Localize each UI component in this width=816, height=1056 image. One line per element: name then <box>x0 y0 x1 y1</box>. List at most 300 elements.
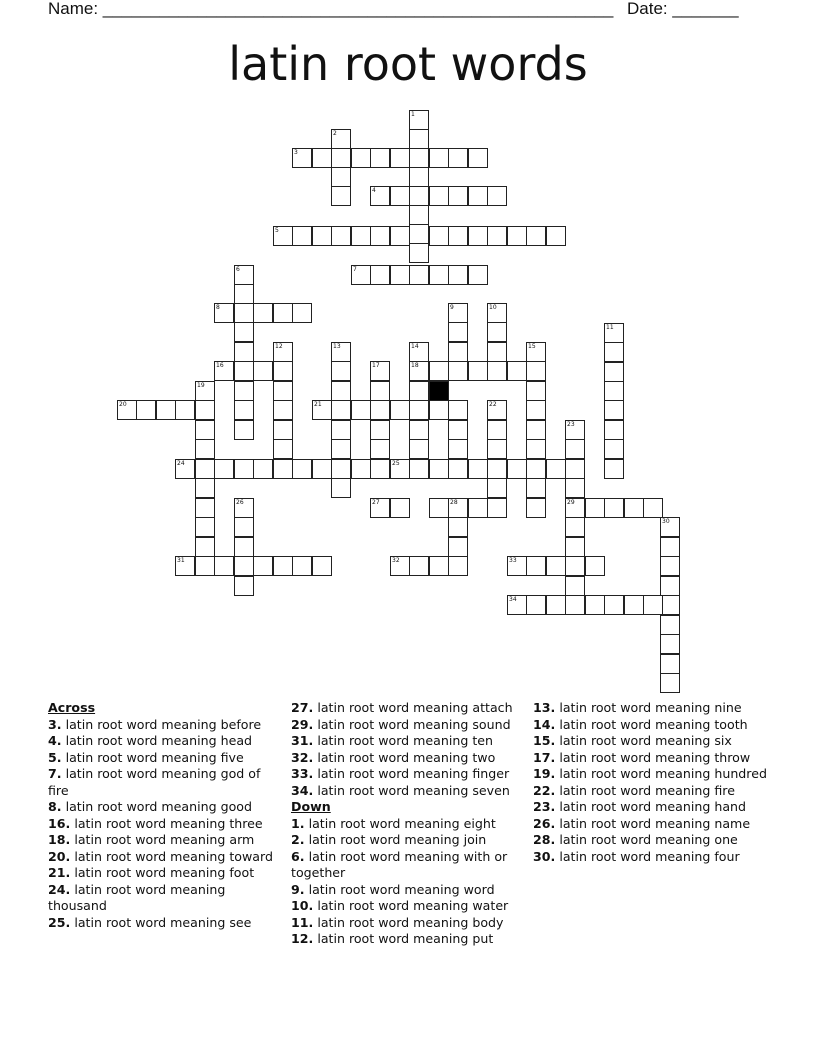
grid-cell[interactable] <box>253 361 273 381</box>
clue-number: 13 <box>333 343 341 350</box>
clue-item <box>291 717 526 734</box>
grid-cell[interactable] <box>195 556 215 576</box>
black-cell <box>429 381 449 401</box>
grid-cell[interactable] <box>331 478 351 498</box>
grid-cell[interactable] <box>234 517 254 537</box>
clue-item <box>48 766 278 799</box>
down-clue-list <box>291 816 526 948</box>
clue-item-number: 20. <box>48 848 71 864</box>
grid-cell[interactable] <box>448 517 468 537</box>
grid-cell[interactable] <box>175 400 195 420</box>
grid-cell[interactable] <box>234 576 254 596</box>
grid-cell[interactable] <box>429 498 449 518</box>
clue-number: 12 <box>275 343 283 350</box>
grid-cell[interactable] <box>370 148 390 168</box>
grid-cell[interactable] <box>273 439 293 459</box>
grid-cell[interactable] <box>565 517 585 537</box>
clue-number: 15 <box>528 343 536 350</box>
clue-item-number: 26. <box>533 815 556 831</box>
clue-item <box>48 882 278 915</box>
grid-cell[interactable] <box>660 654 680 674</box>
grid-cell[interactable] <box>660 576 680 596</box>
clue-item-number: 6. <box>291 848 305 864</box>
clue-number: 25 <box>392 460 400 467</box>
grid-cell[interactable] <box>273 303 293 323</box>
clue-item <box>291 898 526 915</box>
grid-cell[interactable] <box>370 439 390 459</box>
grid-cell[interactable] <box>604 342 624 362</box>
grid-cell[interactable] <box>604 400 624 420</box>
grid-cell[interactable] <box>660 556 680 576</box>
grid-cell[interactable] <box>507 459 527 479</box>
grid-cell[interactable] <box>351 459 371 479</box>
clue-item-number: 2. <box>291 832 305 847</box>
clue-number: 6 <box>236 266 240 273</box>
grid-cell[interactable] <box>660 673 680 693</box>
clue-item-text: latin root word meaning word <box>304 881 495 897</box>
grid-cell[interactable] <box>487 420 507 440</box>
name-field[interactable]: Name: ______________________________________________________ <box>48 0 614 18</box>
grid-cell[interactable] <box>487 478 507 498</box>
grid-cell[interactable] <box>526 459 546 479</box>
grid-cell[interactable] <box>370 420 390 440</box>
grid-cell[interactable] <box>409 167 429 187</box>
clue-item-number: 25. <box>48 914 71 930</box>
grid-cell[interactable] <box>331 459 351 479</box>
clue-item-number: 28. <box>533 832 556 847</box>
clue-item <box>533 832 768 849</box>
grid-cell[interactable] <box>429 459 449 479</box>
grid-cell[interactable] <box>526 226 546 246</box>
down-clue-list-continued <box>533 700 768 865</box>
clue-number: 14 <box>411 343 419 350</box>
grid-cell[interactable] <box>331 381 351 401</box>
grid-cell[interactable] <box>487 459 507 479</box>
grid-cell[interactable] <box>292 459 312 479</box>
grid-cell[interactable] <box>448 342 468 362</box>
clue-item-text: latin root word meaning four <box>555 848 740 864</box>
grid-cell[interactable] <box>331 167 351 187</box>
clue-item-text: latin root word meaning eight <box>304 815 496 831</box>
grid-cell[interactable] <box>156 400 176 420</box>
clue-item-text: latin root word meaning throw <box>555 749 751 765</box>
clue-item-number: 34. <box>291 782 314 798</box>
grid-cell[interactable] <box>409 556 429 576</box>
clue-number: 4 <box>372 187 376 194</box>
clue-item-number: 1. <box>291 815 305 831</box>
grid-cell[interactable] <box>604 498 624 518</box>
grid-cell[interactable] <box>351 148 371 168</box>
grid-cell[interactable] <box>448 148 468 168</box>
grid-cell[interactable] <box>234 556 254 576</box>
grid-cell[interactable] <box>234 420 254 440</box>
clue-number: 3 <box>294 149 298 156</box>
grid-cell[interactable] <box>448 186 468 206</box>
clue-item <box>48 816 278 833</box>
clue-item <box>291 816 526 833</box>
grid-cell[interactable] <box>370 400 390 420</box>
grid-cell[interactable] <box>660 615 680 635</box>
clue-item-text: latin root word meaning six <box>555 733 732 748</box>
grid-cell[interactable] <box>487 498 507 518</box>
grid-cell[interactable] <box>660 634 680 654</box>
clue-item-number: 32. <box>291 749 314 765</box>
clue-number: 31 <box>177 557 185 564</box>
clue-item-text: latin root word meaning one <box>555 832 738 847</box>
grid-cell[interactable] <box>565 576 585 596</box>
clue-item-text: latin root word meaning head <box>61 733 253 748</box>
clue-item-number: 16. <box>48 815 71 831</box>
clue-number: 24 <box>177 460 185 467</box>
grid-cell[interactable] <box>643 498 663 518</box>
grid-cell[interactable] <box>487 186 507 206</box>
grid-cell[interactable] <box>195 459 215 479</box>
clue-item <box>533 849 768 866</box>
grid-cell[interactable] <box>604 459 624 479</box>
clue-item-text: latin root word meaning foot <box>70 865 255 880</box>
grid-cell[interactable] <box>429 400 449 420</box>
grid-cell[interactable] <box>546 459 566 479</box>
clue-item <box>48 849 278 866</box>
grid-cell[interactable] <box>331 186 351 206</box>
grid-cell[interactable] <box>351 226 371 246</box>
grid-cell[interactable] <box>234 537 254 557</box>
grid-cell[interactable] <box>429 186 449 206</box>
grid-cell[interactable] <box>526 595 546 615</box>
clue-item-number: 11. <box>291 914 314 930</box>
grid-cell[interactable] <box>409 243 429 263</box>
grid-cell[interactable] <box>565 595 585 615</box>
grid-cell[interactable] <box>546 595 566 615</box>
grid-cell[interactable] <box>409 205 429 225</box>
grid-cell[interactable] <box>448 400 468 420</box>
grid-cell[interactable] <box>448 226 468 246</box>
clue-number: 18 <box>411 362 419 369</box>
grid-cell[interactable] <box>331 400 351 420</box>
clue-number: 28 <box>450 499 458 506</box>
grid-cell[interactable] <box>409 265 429 285</box>
grid-cell[interactable] <box>468 186 488 206</box>
grid-cell[interactable] <box>331 420 351 440</box>
clue-number: 29 <box>567 499 575 506</box>
clue-item-number: 17. <box>533 749 556 765</box>
grid-cell[interactable] <box>273 556 293 576</box>
clue-item <box>291 849 526 882</box>
grid-cell[interactable] <box>312 556 332 576</box>
grid-cell[interactable] <box>448 420 468 440</box>
grid-cell[interactable] <box>370 459 390 479</box>
clue-item-text: latin root word meaning put <box>313 931 494 946</box>
grid-cell[interactable] <box>468 498 488 518</box>
grid-cell[interactable] <box>409 400 429 420</box>
date-field[interactable]: Date: _______ <box>627 0 739 18</box>
grid-cell[interactable] <box>331 148 351 168</box>
grid-cell[interactable] <box>507 361 527 381</box>
grid-cell[interactable] <box>468 459 488 479</box>
grid-cell[interactable] <box>273 381 293 401</box>
clue-item-number: 4. <box>48 733 62 748</box>
grid-cell[interactable] <box>195 400 215 420</box>
clue-number: 9 <box>450 304 454 311</box>
clue-item-number: 30. <box>533 848 556 864</box>
clue-item <box>291 700 526 717</box>
grid-cell[interactable] <box>409 459 429 479</box>
grid-cell[interactable] <box>234 381 254 401</box>
clue-item-number: 5. <box>48 749 62 765</box>
grid-cell[interactable] <box>331 439 351 459</box>
clue-number: 19 <box>197 382 205 389</box>
clue-number: 10 <box>489 304 497 311</box>
grid-cell[interactable] <box>273 459 293 479</box>
grid-cell[interactable] <box>604 420 624 440</box>
grid-cell[interactable] <box>624 498 644 518</box>
clue-item <box>48 733 278 750</box>
clue-item <box>48 750 278 767</box>
clue-item-number: 27. <box>291 700 314 715</box>
clue-item <box>291 882 526 899</box>
clue-number: 5 <box>275 227 279 234</box>
clue-item <box>291 931 526 948</box>
grid-cell[interactable] <box>409 439 429 459</box>
grid-cell[interactable] <box>429 265 449 285</box>
clue-item-number: 22. <box>533 782 556 798</box>
clue-item-number: 8. <box>48 799 62 814</box>
clue-number: 16 <box>216 362 224 369</box>
grid-cell[interactable] <box>312 226 332 246</box>
grid-cell[interactable] <box>526 420 546 440</box>
clues-column-1 <box>48 700 278 931</box>
grid-cell[interactable] <box>214 459 234 479</box>
grid-cell[interactable] <box>253 459 273 479</box>
clue-item-text: latin root word meaning see <box>70 914 252 930</box>
clue-item <box>533 799 768 816</box>
clue-number: 34 <box>509 596 517 603</box>
clue-item-text: latin root word meaning water <box>313 898 509 913</box>
grid-cell[interactable] <box>195 517 215 537</box>
clue-item <box>48 832 278 849</box>
clue-item-text: latin root word meaning attach <box>313 700 513 715</box>
grid-cell[interactable] <box>409 420 429 440</box>
clue-item-text: latin root word meaning toward <box>70 848 273 864</box>
clues-column-3 <box>533 700 768 865</box>
grid-cell[interactable] <box>487 342 507 362</box>
clue-item-text: latin root word meaning hand <box>555 799 747 814</box>
grid-cell[interactable] <box>273 361 293 381</box>
grid-cell[interactable] <box>604 381 624 401</box>
grid-cell[interactable] <box>312 459 332 479</box>
grid-cell[interactable] <box>409 129 429 149</box>
grid-cell[interactable] <box>253 303 273 323</box>
grid-cell[interactable] <box>351 400 371 420</box>
grid-cell[interactable] <box>660 595 680 615</box>
clue-item-text: latin root word meaning name <box>555 815 751 831</box>
clue-item-number: 13. <box>533 700 556 715</box>
grid-cell[interactable] <box>234 342 254 362</box>
grid-cell[interactable] <box>585 498 605 518</box>
clue-item-text: latin root word meaning good <box>61 799 253 814</box>
grid-cell[interactable] <box>195 420 215 440</box>
grid-cell[interactable] <box>448 265 468 285</box>
clue-item-number: 9. <box>291 881 305 897</box>
grid-cell[interactable] <box>526 439 546 459</box>
grid-cell[interactable] <box>195 439 215 459</box>
grid-cell[interactable] <box>292 303 312 323</box>
grid-cell[interactable] <box>234 284 254 304</box>
grid-cell[interactable] <box>546 226 566 246</box>
grid-cell[interactable] <box>331 226 351 246</box>
clue-number: 8 <box>216 304 220 311</box>
grid-cell[interactable] <box>546 556 566 576</box>
grid-cell[interactable] <box>234 322 254 342</box>
clue-item-text: latin root word meaning seven <box>313 782 510 798</box>
clue-item-number: 31. <box>291 733 314 748</box>
grid-cell[interactable] <box>195 537 215 557</box>
grid-cell[interactable] <box>660 537 680 557</box>
clue-item <box>291 733 526 750</box>
clue-item <box>48 865 278 882</box>
clue-item-text: latin root word meaning nine <box>555 700 742 715</box>
grid-cell[interactable] <box>585 595 605 615</box>
clue-item-text: latin root word meaning finger <box>313 766 510 781</box>
grid-cell[interactable] <box>468 226 488 246</box>
grid-cell[interactable] <box>234 459 254 479</box>
grid-cell[interactable] <box>526 478 546 498</box>
clue-item <box>291 766 526 783</box>
grid-cell[interactable] <box>409 148 429 168</box>
grid-cell[interactable] <box>448 537 468 557</box>
clue-item <box>533 700 768 717</box>
across-heading: Across <box>48 700 96 715</box>
grid-cell[interactable] <box>390 400 410 420</box>
grid-cell[interactable] <box>409 186 429 206</box>
grid-cell[interactable] <box>604 439 624 459</box>
grid-cell[interactable] <box>565 537 585 557</box>
grid-cell[interactable] <box>390 226 410 246</box>
page-title: latin root words <box>228 37 588 91</box>
grid-cell[interactable] <box>565 478 585 498</box>
grid-cell[interactable] <box>370 226 390 246</box>
down-heading: Down <box>291 799 331 814</box>
grid-cell[interactable] <box>273 420 293 440</box>
grid-cell[interactable] <box>429 556 449 576</box>
clue-item-number: 29. <box>291 716 314 732</box>
grid-cell[interactable] <box>487 439 507 459</box>
clue-item-number: 14. <box>533 716 556 732</box>
clue-item <box>291 832 526 849</box>
clue-item-text: latin root word meaning join <box>304 832 487 847</box>
grid-cell[interactable] <box>390 498 410 518</box>
grid-cell[interactable] <box>565 556 585 576</box>
grid-cell[interactable] <box>234 303 254 323</box>
clue-item-text: latin root word meaning thousand <box>48 881 226 913</box>
grid-cell[interactable] <box>526 556 546 576</box>
grid-cell[interactable] <box>292 226 312 246</box>
grid-cell[interactable] <box>253 556 273 576</box>
clue-item-text: latin root word meaning arm <box>70 832 255 847</box>
grid-cell[interactable] <box>487 226 507 246</box>
grid-cell[interactable] <box>195 498 215 518</box>
clue-number: 7 <box>353 266 357 273</box>
grid-cell[interactable] <box>448 322 468 342</box>
clue-number: 26 <box>236 499 244 506</box>
grid-cell[interactable] <box>565 459 585 479</box>
clues-column-2 <box>291 700 526 948</box>
grid-cell[interactable] <box>409 381 429 401</box>
clue-item-text: latin root word meaning god of fire <box>48 766 261 798</box>
grid-cell[interactable] <box>624 595 644 615</box>
grid-cell[interactable] <box>565 439 585 459</box>
clue-item-text: latin root word meaning fire <box>555 782 735 798</box>
grid-cell[interactable] <box>468 148 488 168</box>
grid-cell[interactable] <box>604 362 624 382</box>
grid-cell[interactable] <box>585 556 605 576</box>
clue-item-number: 23. <box>533 799 556 814</box>
grid-cell[interactable] <box>409 224 429 244</box>
grid-cell[interactable] <box>448 361 468 381</box>
clue-item-number: 12. <box>291 931 314 946</box>
grid-cell[interactable] <box>507 226 527 246</box>
grid-cell[interactable] <box>331 361 351 381</box>
grid-cell[interactable] <box>468 361 488 381</box>
clue-number: 2 <box>333 130 337 137</box>
clue-item-text: latin root word meaning tooth <box>555 716 748 732</box>
grid-cell[interactable] <box>604 595 624 615</box>
grid-cell[interactable] <box>526 400 546 420</box>
clue-item <box>533 733 768 750</box>
clue-item-number: 10. <box>291 898 314 913</box>
grid-cell[interactable] <box>273 400 293 420</box>
grid-cell[interactable] <box>312 148 332 168</box>
clue-number: 17 <box>372 362 380 369</box>
grid-cell[interactable] <box>390 186 410 206</box>
clue-item-text: latin root word meaning with or together <box>291 848 508 880</box>
grid-cell[interactable] <box>370 381 390 401</box>
grid-cell[interactable] <box>487 361 507 381</box>
grid-cell[interactable] <box>429 226 449 246</box>
grid-cell[interactable] <box>526 381 546 401</box>
grid-cell[interactable] <box>468 265 488 285</box>
clue-item-text: latin root word meaning hundred <box>555 766 767 781</box>
clue-item-number: 18. <box>48 832 71 847</box>
grid-cell[interactable] <box>370 265 390 285</box>
clue-item <box>533 750 768 767</box>
grid-cell[interactable] <box>214 556 234 576</box>
clue-item <box>291 783 526 800</box>
clue-item <box>533 717 768 734</box>
grid-cell[interactable] <box>487 322 507 342</box>
grid-cell[interactable] <box>448 556 468 576</box>
grid-cell[interactable] <box>292 556 312 576</box>
clue-number: 33 <box>509 557 517 564</box>
grid-cell[interactable] <box>195 478 215 498</box>
grid-cell[interactable] <box>429 148 449 168</box>
grid-cell[interactable] <box>526 361 546 381</box>
grid-cell[interactable] <box>448 459 468 479</box>
grid-cell[interactable] <box>643 595 663 615</box>
grid-cell[interactable] <box>429 361 449 381</box>
grid-cell[interactable] <box>234 361 254 381</box>
grid-cell[interactable] <box>390 148 410 168</box>
grid-cell[interactable] <box>234 400 254 420</box>
grid-cell[interactable] <box>390 265 410 285</box>
clue-number: 20 <box>119 401 127 408</box>
clue-number: 30 <box>662 518 670 525</box>
grid-cell[interactable] <box>136 400 156 420</box>
grid-cell[interactable] <box>526 498 546 518</box>
grid-cell[interactable] <box>448 439 468 459</box>
clue-item <box>48 717 278 734</box>
clue-item-number: 33. <box>291 766 314 781</box>
